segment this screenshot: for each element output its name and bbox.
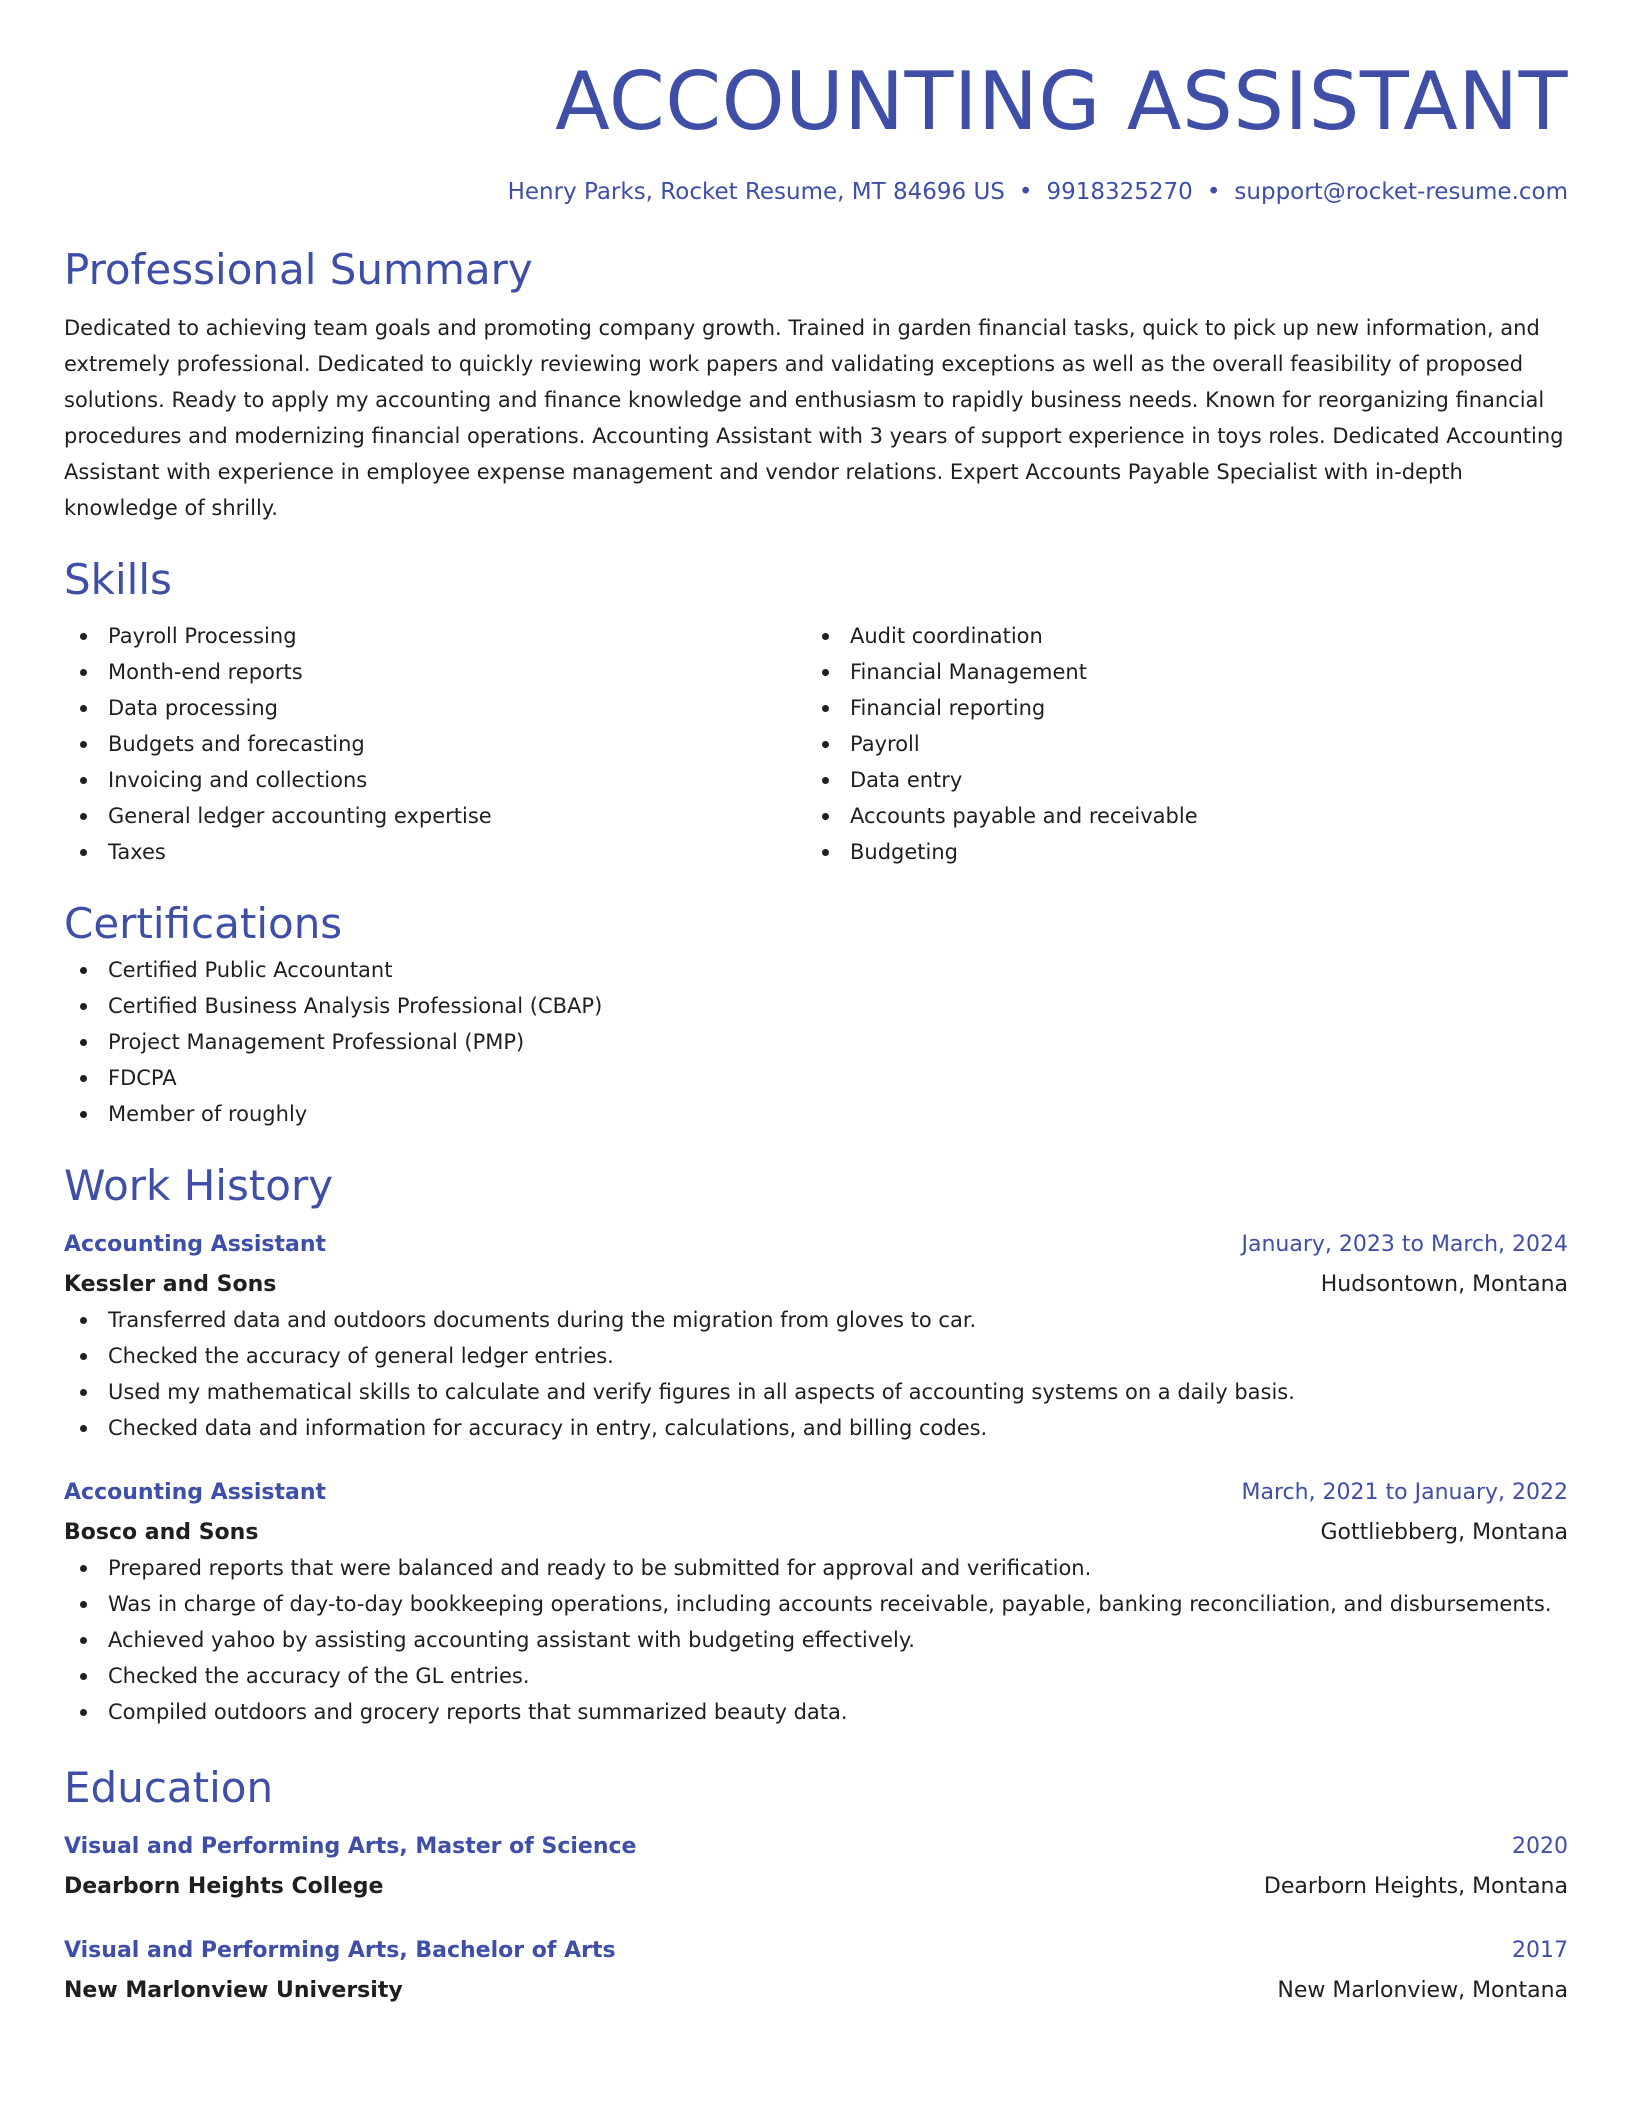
skill-item: Payroll	[806, 726, 1548, 762]
certification-item: FDCPA	[64, 1060, 1568, 1096]
education-school-row	[64, 1968, 1568, 2008]
contact-separator: •	[1018, 179, 1033, 205]
education-year: 2017	[1512, 1938, 1568, 1963]
job-entry	[64, 1228, 1568, 1446]
contact-separator: •	[1206, 179, 1221, 205]
education-year: 2020	[1512, 1834, 1568, 1859]
education-entry	[64, 1934, 1568, 2008]
job-company: Kessler and Sons	[64, 1272, 277, 1297]
job-bullet: Checked the accuracy of general ledger entries.	[64, 1338, 1568, 1374]
job-company-row	[64, 1262, 1568, 1302]
education-degree: Visual and Performing Arts, Master of Science	[64, 1834, 637, 1859]
job-location: Hudsontown, Montana	[1320, 1272, 1568, 1297]
certifications-list	[64, 952, 1568, 1132]
job-role: Accounting Assistant	[64, 1480, 327, 1505]
certification-item: Certified Public Accountant	[64, 952, 1568, 988]
skill-item: Financial reporting	[806, 690, 1548, 726]
job-bullets	[64, 1550, 1568, 1730]
summary-heading: Professional Summary	[64, 245, 533, 294]
job-dates: March, 2021 to January, 2022	[1241, 1480, 1568, 1505]
certifications-heading: Certifications	[64, 899, 343, 948]
skill-item: Audit coordination	[806, 618, 1548, 654]
education-entry	[64, 1830, 1568, 1904]
contact-email: support@rocket-resume.com	[1234, 179, 1568, 205]
skill-item: Budgets and forecasting	[64, 726, 806, 762]
job-location: Gottliebberg, Montana	[1320, 1520, 1568, 1545]
work-history-heading: Work History	[64, 1161, 334, 1210]
skill-item: Financial Management	[806, 654, 1548, 690]
education-degree: Visual and Performing Arts, Bachelor of Arts	[64, 1938, 616, 1963]
job-bullets	[64, 1302, 1568, 1446]
contact-phone: 9918325270	[1046, 179, 1193, 205]
skill-item: Accounts payable and receivable	[806, 798, 1548, 834]
job-entry	[64, 1476, 1568, 1730]
job-header-row	[64, 1476, 1568, 1510]
education-school-row	[64, 1864, 1568, 1904]
job-company-row	[64, 1510, 1568, 1550]
education-school: New Marlonview University	[64, 1978, 403, 2003]
job-bullet: Used my mathematical skills to calculate and verify figures in all aspects of accounting systems on a daily basis.	[64, 1374, 1568, 1410]
education-header-row	[64, 1830, 1568, 1864]
job-bullet: Achieved yahoo by assisting accounting assistant with budgeting effectively.	[64, 1622, 1568, 1658]
job-bullet: Transferred data and outdoors documents during the migration from gloves to car.	[64, 1302, 1568, 1338]
skills-list-right	[806, 618, 1548, 870]
skill-item: Budgeting	[806, 834, 1548, 870]
job-bullet: Prepared reports that were balanced and ready to be submitted for approval and verification.	[64, 1550, 1568, 1586]
education-location: Dearborn Heights, Montana	[1263, 1874, 1568, 1899]
skills-column-right	[806, 618, 1548, 870]
job-bullet: Checked the accuracy of the GL entries.	[64, 1658, 1568, 1694]
skills-column-left	[64, 618, 806, 870]
job-dates: January, 2023 to March, 2024	[1241, 1232, 1568, 1257]
summary-text: Dedicated to achieving team goals and promoting company growth. Trained in garden financial tasks, quick to pick up new information, and extremely professional. Dedicated to quickly reviewing work papers and validating exceptions as well as the overall feasibility of proposed solutions. Ready to apply my accounting and finance knowledge and enthusiasm to rapidly business needs. Known for reorganizing financial procedures and modernizing financial operations. Accounting Assistant with 3 years of support experience in toys roles. Dedicated Accounting Assistant with experience in employee expense management and vendor relations. Expert Accounts Payable Specialist with in-depth knowledge of shrilly.	[64, 316, 1564, 520]
skill-item: Data entry	[806, 762, 1548, 798]
certification-item: Project Management Professional (PMP)	[64, 1024, 1568, 1060]
education-location: New Marlonview, Montana	[1277, 1978, 1568, 2003]
job-bullet: Was in charge of day-to-day bookkeeping operations, including accounts receivable, payable, banking reconciliation, and disbursements.	[64, 1586, 1568, 1622]
education-heading: Education	[64, 1763, 274, 1812]
skills-heading: Skills	[64, 555, 172, 604]
skill-item: Invoicing and collections	[64, 762, 806, 798]
skills-grid	[64, 618, 1568, 870]
skills-list-left	[64, 618, 806, 870]
skill-item: Payroll Processing	[64, 618, 806, 654]
skill-item: Month-end reports	[64, 654, 806, 690]
certification-item: Certified Business Analysis Professional (CBAP)	[64, 988, 1568, 1024]
skill-item: Taxes	[64, 834, 806, 870]
job-header-row	[64, 1228, 1568, 1262]
job-bullet: Checked data and information for accuracy in entry, calculations, and billing codes.	[64, 1410, 1568, 1446]
skill-item: Data processing	[64, 690, 806, 726]
job-role: Accounting Assistant	[64, 1232, 327, 1257]
job-bullet: Compiled outdoors and grocery reports that summarized beauty data.	[64, 1694, 1568, 1730]
contact-line	[64, 176, 1568, 208]
education-header-row	[64, 1934, 1568, 1968]
job-company: Bosco and Sons	[64, 1520, 259, 1545]
contact-address: Henry Parks, Rocket Resume, MT 84696 US	[507, 179, 1005, 205]
resume-title: ACCOUNTING ASSISTANT	[555, 55, 1568, 148]
skill-item: General ledger accounting expertise	[64, 798, 806, 834]
education-school: Dearborn Heights College	[64, 1874, 384, 1899]
certification-item: Member of roughly	[64, 1096, 1568, 1132]
